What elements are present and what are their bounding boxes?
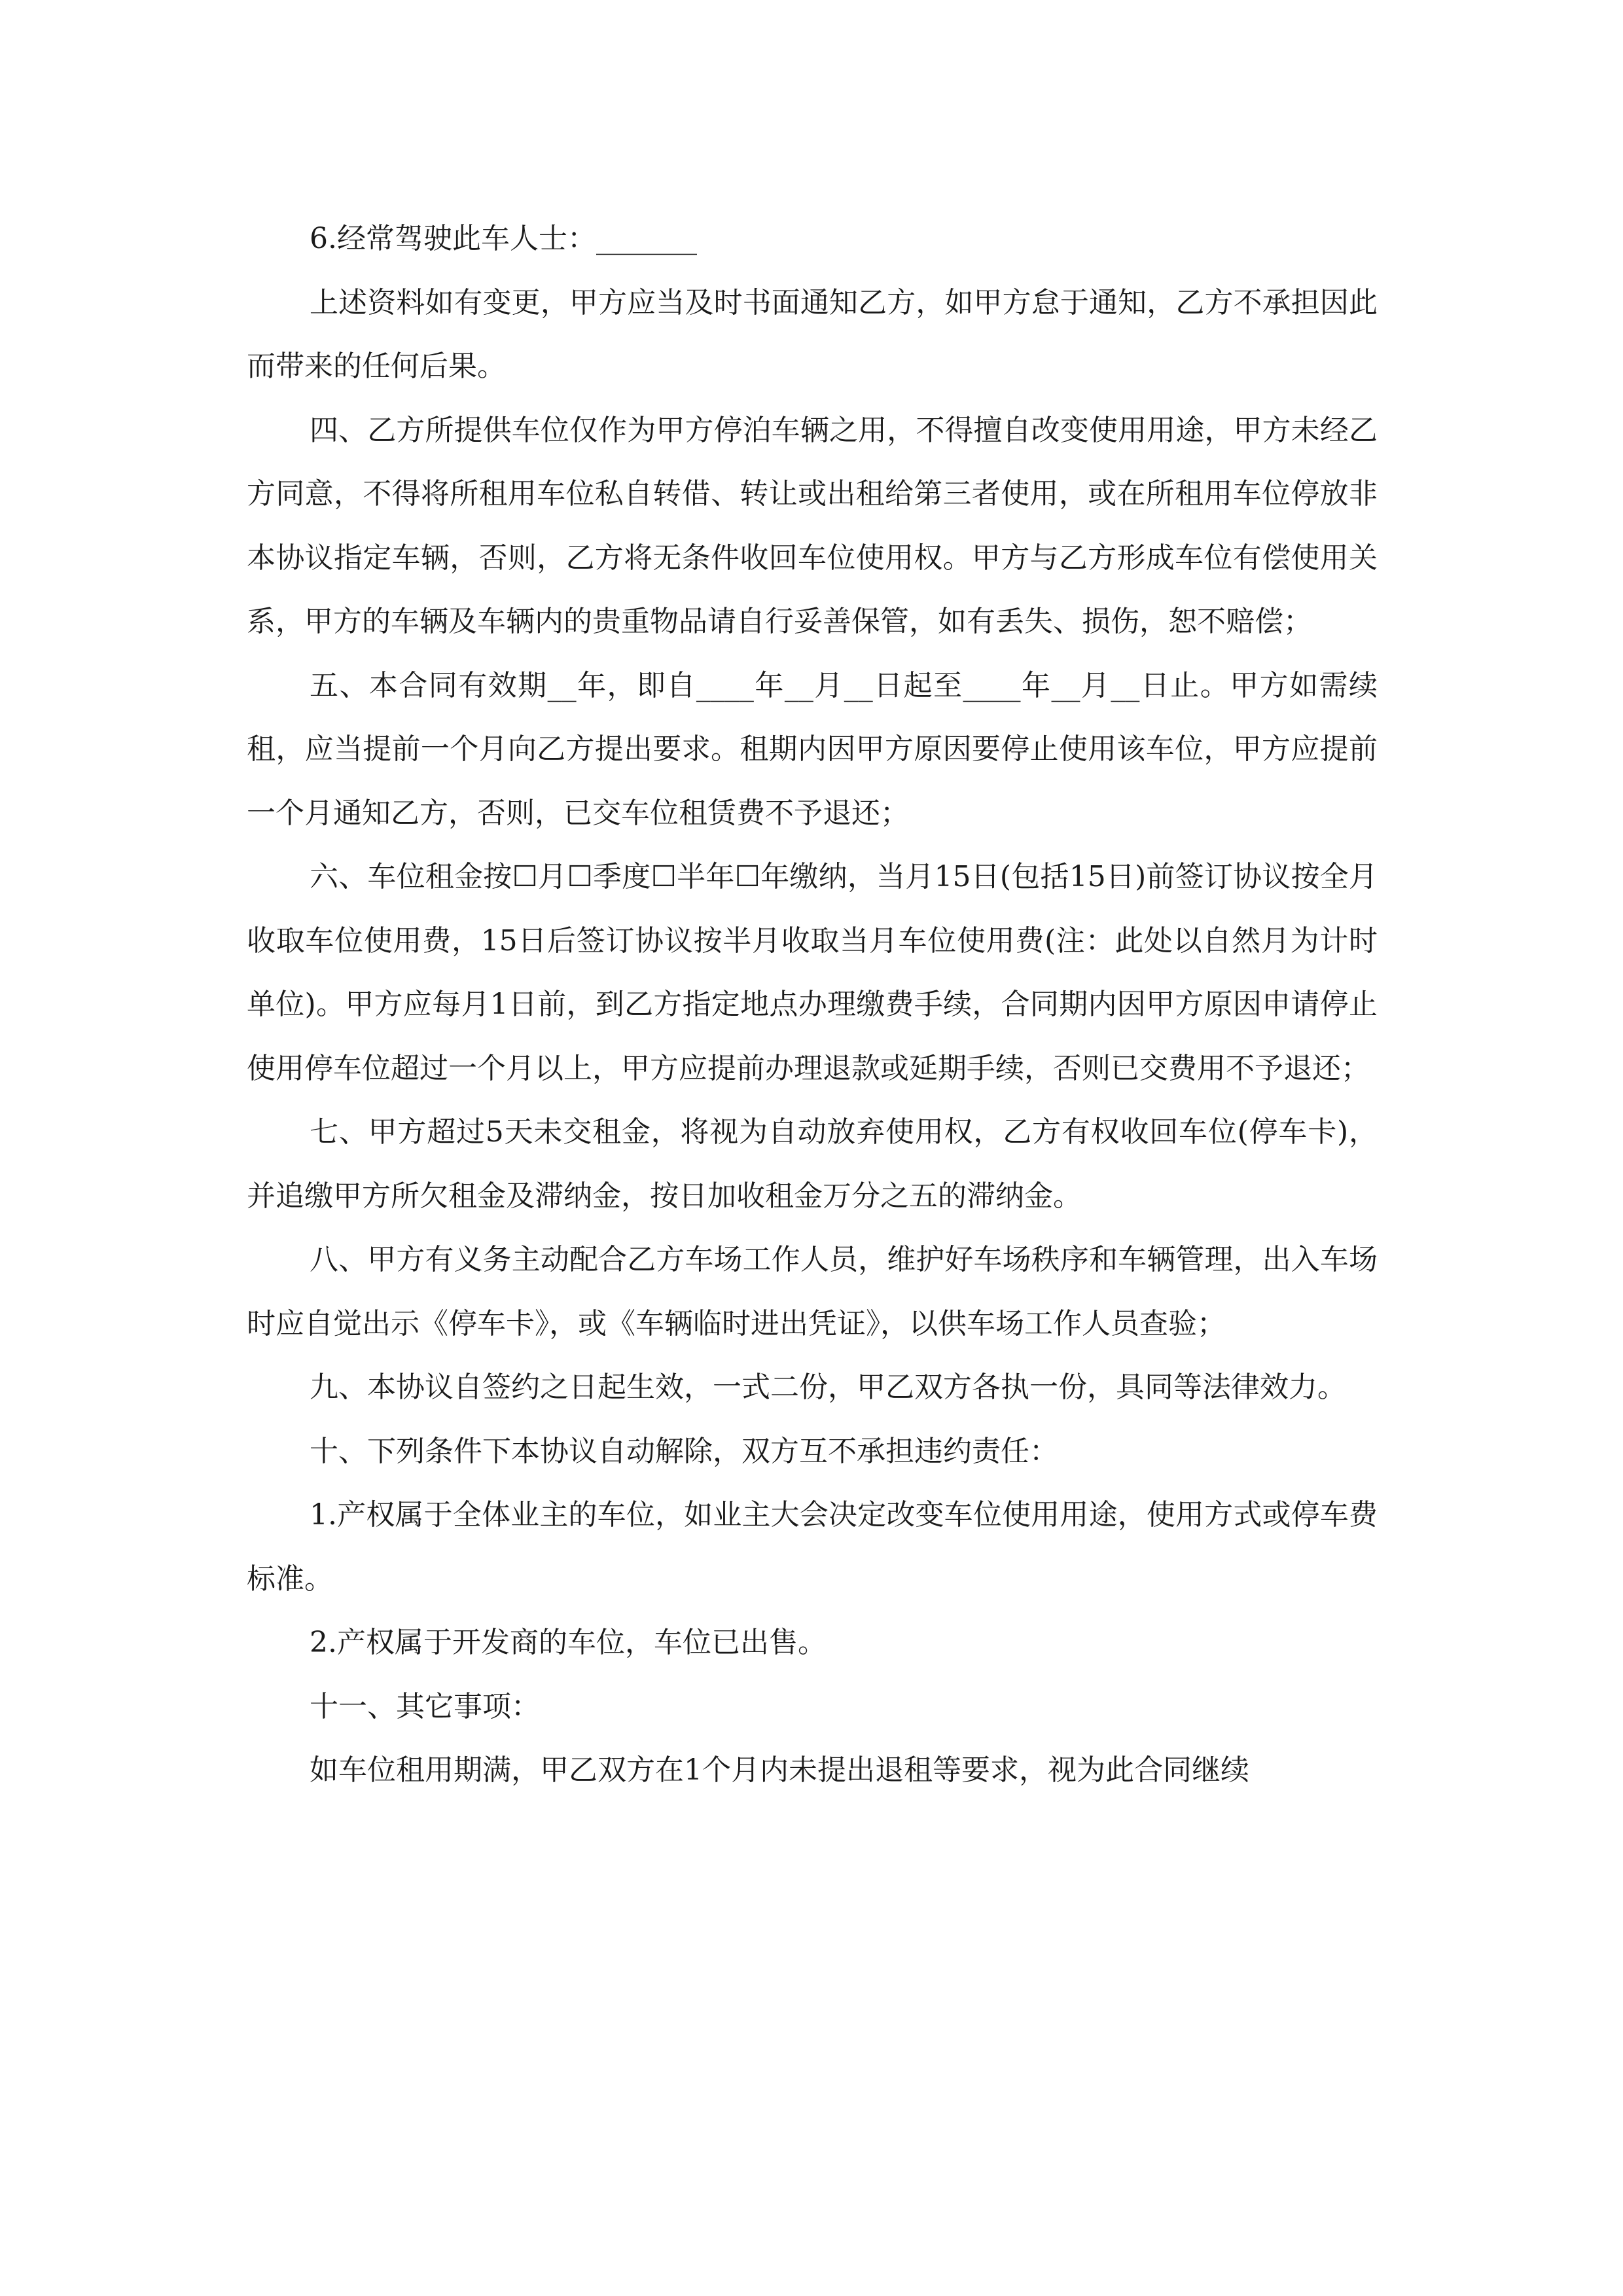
paragraph-clause-11: 十一、其它事项： bbox=[310, 1689, 540, 1723]
paragraph-info-change: 上述资料如有变更，甲方应当及时书面通知乙方，如甲方怠于通知，乙方不承担因此而带来的任何后果。 bbox=[247, 285, 1378, 383]
paragraph-renewal: 如车位租用期满，甲乙双方在1个月内未提出退租等要求，视为此合同继续 bbox=[310, 1753, 1249, 1787]
paragraph-frequent-driver: 6.经常驾驶此车人士：_______ bbox=[310, 222, 697, 255]
document-body bbox=[247, 207, 1378, 1803]
paragraph-clause-4: 四、乙方所提供车位仅作为甲方停泊车辆之用，不得擅自改变使用用途，甲方未经乙方同意，不得将所租用车位私自转借、转让或出租给第三者使用，或在所租用车位停放非本协议指定车辆，否则，乙方将无条件收回车位使用权。甲方与乙方形成车位有偿使用关系，甲方的车辆及车辆内的贵重物品请自行妥善保管，如有丢失、损伤，恕不赔偿； bbox=[247, 413, 1378, 638]
paragraph-clause-5: 五、本合同有效期__年，即自____年__月__日起至____年__月__日止。甲方如需续租，应当提前一个月向乙方提出要求。租期内因甲方原因要停止使用该车位，甲方应提前一个月通知乙方，否则，已交车位租赁费不予退还； bbox=[247, 668, 1378, 830]
paragraph-clause-8: 八、甲方有义务主动配合乙方车场工作人员，维护好车场秩序和车辆管理，出入车场时应自觉出示《停车卡》，或《车辆临时进出凭证》，以供车场工作人员查验； bbox=[247, 1243, 1378, 1340]
paragraph-clause-10: 十、下列条件下本协议自动解除，双方互不承担违约责任： bbox=[310, 1434, 1058, 1468]
paragraph-clause-7: 七、甲方超过5天未交租金，将视为自动放弃使用权，乙方有权收回车位(停车卡)，并追缴甲方所欠租金及滞纳金，按日加收租金万分之五的滞纳金。 bbox=[247, 1115, 1378, 1213]
paragraph-clause-10-item-1: 1.产权属于全体业主的车位，如业主大会决定改变车位使用用途，使用方式或停车费标准。 bbox=[247, 1498, 1378, 1596]
paragraph-clause-9: 九、本协议自签约之日起生效，一式二份，甲乙双方各执一份，具同等法律效力。 bbox=[310, 1371, 1346, 1404]
paragraph-clause-10-item-2: 2.产权属于开发商的车位，车位已出售。 bbox=[310, 1626, 827, 1659]
paragraph-clause-6: 六、车位租金按☐月☐季度☐半年☐年缴纳，当月15日(包括15日)前签订协议按全月收取车位使用费，15日后签订协议按半月收取当月车位使用费(注：此处以自然月为计时单位)。甲方应每月1日前，到乙方指定地点办理缴费手续，合同期内因甲方原因申请停止使用停车位超过一个月以上，甲方应提前办理退款或延期手续，否则已交费用不予退还； bbox=[247, 860, 1378, 1085]
